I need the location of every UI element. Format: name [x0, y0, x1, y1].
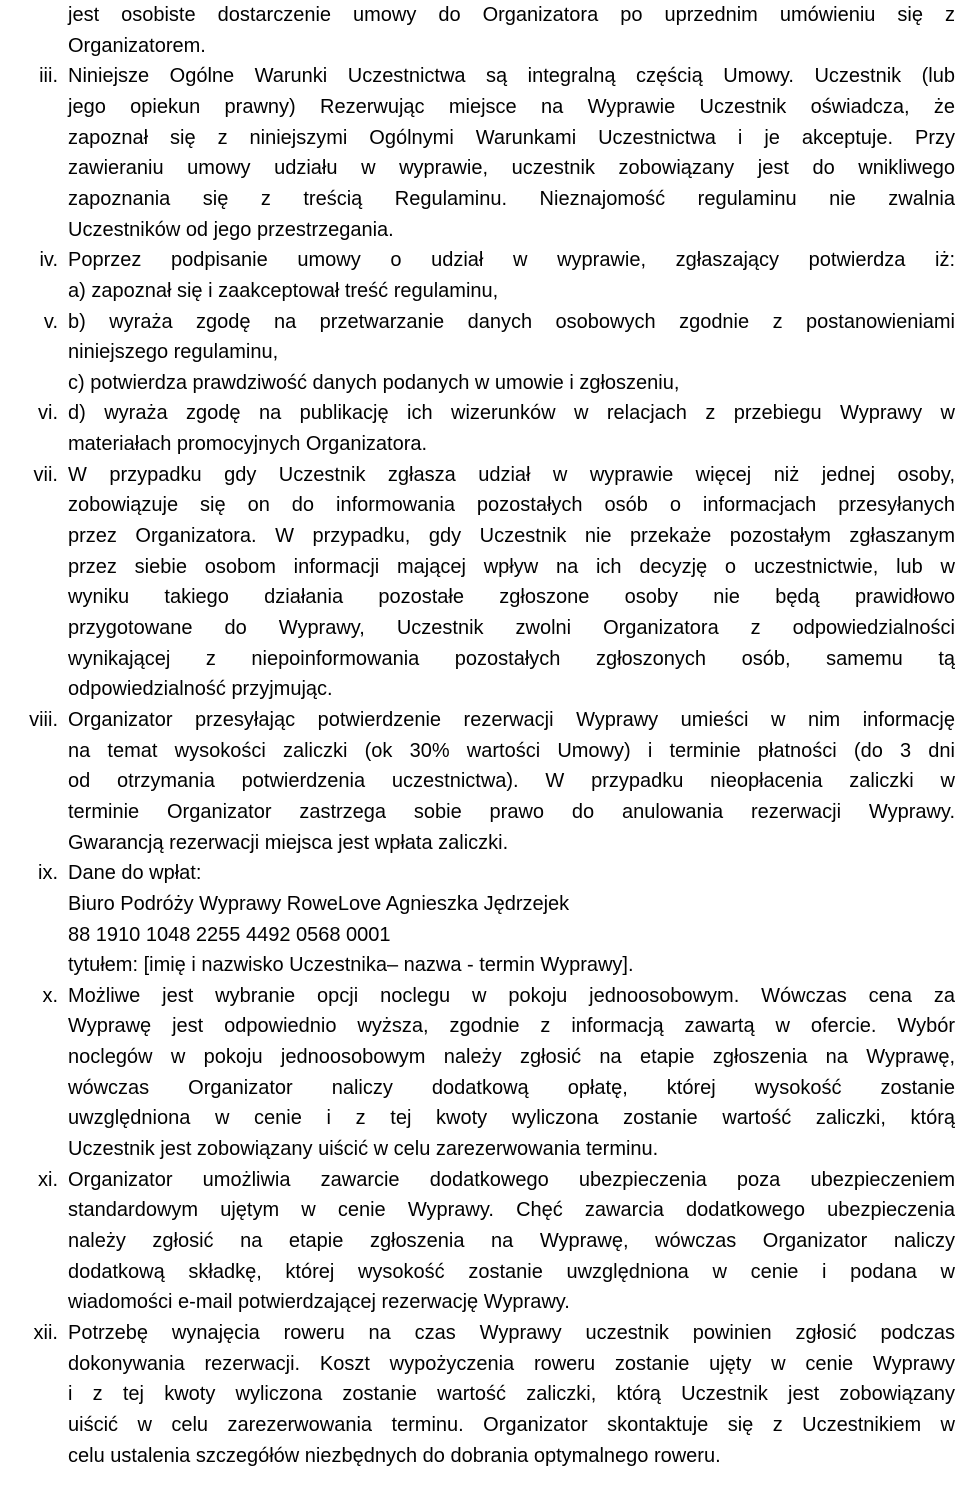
- list-marker: iii.: [39, 65, 58, 88]
- text-line: Biuro Podróży Wyprawy RoweLove Agnieszka Jędrzejek: [68, 892, 570, 915]
- list-marker: xii.: [33, 1321, 58, 1344]
- text-line: uwzględniona w cenie i z tej kwoty wyliczona zostanie wartość zaliczki, którą: [68, 1107, 955, 1130]
- text-line: zawieraniu umowy udziału w wyprawie, uczestnik zobowiązany jest do wnikliwego: [68, 157, 955, 180]
- text-line: dokonywania rezerwacji. Koszt wypożyczenia roweru zostanie ujęty w cenie Wyprawy: [68, 1352, 955, 1375]
- text-line: należy zgłosić na etapie zgłoszenia na Wyprawę, wówczas Organizator naliczy: [68, 1230, 955, 1252]
- text-line: zapoznania się z treścią Regulaminu. Nieznajomość regulaminu nie zwalnia: [68, 187, 955, 210]
- text-line: jest osobiste dostarczenie umowy do Organizatora po uprzednim umówieniu się z: [68, 4, 955, 26]
- text-line: Dane do wpłat:: [68, 862, 202, 885]
- text-line: uiścić w celu zarezerwowania terminu. Organizator skontaktuje się z Uczestnikiem w: [68, 1413, 955, 1436]
- text-line: tytułem: [imię i nazwisko Uczestnika– nazwa - termin Wyprawy].: [68, 954, 634, 977]
- text-line: na temat wysokości zaliczki (ok 30% wartości Umowy) i terminie płatności (do 3 dni: [68, 739, 955, 762]
- text-line: a) zapoznał się i zaakceptował treść regulaminu,: [68, 279, 499, 302]
- text-line: niniejszego regulaminu,: [68, 341, 279, 364]
- list-marker: viii.: [29, 708, 58, 731]
- text-line: Organizator umożliwia zawarcie dodatkowego ubezpieczenia poza ubezpieczeniem: [68, 1168, 955, 1191]
- list-marker: x.: [42, 984, 58, 1007]
- text-line: i z tej kwoty wyliczona zostanie wartość zaliczki, którą Uczestnik jest zobowiązany: [68, 1383, 955, 1406]
- text-line: b) wyraża zgodę na przetwarzanie danych osobowych zgodnie z postanowieniami: [68, 310, 955, 333]
- text-line: noclegów w pokoju jednoosobowym należy zgłosić na etapie zgłoszenia na Wyprawę,: [68, 1046, 955, 1069]
- text-line: przygotowane do Wyprawy, Uczestnik zwolni Organizatora z odpowiedzialności: [68, 617, 955, 639]
- text-line: zapoznał się z niniejszymi Ogólnymi Warunkami Uczestnictwa i je akceptuje. Przy: [68, 126, 955, 149]
- text-line: terminie Organizator zastrzega sobie prawo do anulowania rezerwacji Wyprawy.: [68, 800, 955, 823]
- text-line: odpowiedzialność przyjmując.: [68, 678, 333, 701]
- list-marker: xi.: [38, 1168, 58, 1191]
- text-line: d) wyraża zgodę na publikację ich wizerunków w relacjach z przebiegu Wyprawy w: [68, 402, 955, 425]
- list-marker: v.: [43, 310, 58, 333]
- text-line: wynikającej z niepoinformowania pozostałych zgłoszonych osób, samemu tą: [68, 647, 955, 670]
- list-marker: iv.: [39, 249, 58, 272]
- text-line: dodatkową składkę, której wysokość zostanie uwzględniona w cenie i podana w: [68, 1260, 955, 1283]
- text-line: Uczestników od jego przestrzegania.: [68, 218, 394, 241]
- text-line: wiadomości e-mail potwierdzającej rezerwację Wyprawy.: [68, 1291, 570, 1314]
- text-line: celu ustalenia szczegółów niezbędnych do dobrania optymalnego roweru.: [68, 1444, 721, 1467]
- list-marker: vi.: [38, 402, 58, 425]
- list-marker: vii.: [33, 463, 58, 486]
- text-line: W przypadku gdy Uczestnik zgłasza udział w wyprawie więcej niż jednej osoby,: [68, 463, 955, 486]
- text-line: Możliwe jest wybranie opcji noclegu w pokoju jednoosobowym. Wówczas cena za: [68, 984, 955, 1007]
- text-line: od otrzymania potwierdzenia uczestnictwa). W przypadku nieopłacenia zaliczki w: [68, 770, 955, 793]
- text-line: 88 1910 1048 2255 4492 0568 0001: [68, 923, 391, 946]
- text-line: Niniejsze Ogólne Warunki Uczestnictwa są integralną częścią Umowy. Uczestnik (lub: [68, 65, 955, 88]
- text-line: zobowiązuje się on do informowania pozostałych osób o informacjach przesyłanych: [68, 494, 955, 517]
- text-line: wyniku takiego działania pozostałe zgłoszone osoby nie będą prawidłowo: [68, 586, 955, 609]
- list-marker: ix.: [38, 862, 58, 885]
- text-line: wówczas Organizator naliczy dodatkową opłatę, której wysokość zostanie: [68, 1076, 955, 1099]
- text-line: przez Organizatora. W przypadku, gdy Uczestnik nie przekaże pozostałym zgłaszanym: [68, 525, 955, 548]
- text-line: Gwarancją rezerwacji miejsca jest wpłata zaliczki.: [68, 831, 509, 854]
- text-line: przez siebie osobom informacji mającej wpływ na ich decyzję o uczestnictwie, lub w: [68, 555, 955, 578]
- text-line: Uczestnik jest zobowiązany uiścić w celu zarezerwowania terminu.: [68, 1138, 659, 1161]
- text-line: jego opiekun prawny) Rezerwując miejsce na Wyprawie Uczestnik oświadcza, że: [68, 95, 955, 118]
- text-line: materiałach promocyjnych Organizatora.: [68, 433, 428, 456]
- text-line: Poprzez podpisanie umowy o udział w wyprawie, zgłaszający potwierdza iż:: [68, 249, 955, 272]
- text-line: Organizatorem.: [68, 34, 206, 57]
- text-line: standardowym ujętym w cenie Wyprawy. Chęć zawarcia dodatkowego ubezpieczenia: [68, 1199, 955, 1222]
- text-line: c) potwierdza prawdziwość danych podanych w umowie i zgłoszeniu,: [68, 371, 680, 394]
- text-line: Wyprawę jest odpowiednio wyższa, zgodnie z informacją zawartą w ofercie. Wybór: [68, 1015, 955, 1038]
- text-line: Organizator przesyłając potwierdzenie rezerwacji Wyprawy umieści w nim informację: [68, 708, 955, 731]
- text-line: Potrzebę wynajęcia roweru na czas Wyprawy uczestnik powinien zgłosić podczas: [68, 1321, 955, 1344]
